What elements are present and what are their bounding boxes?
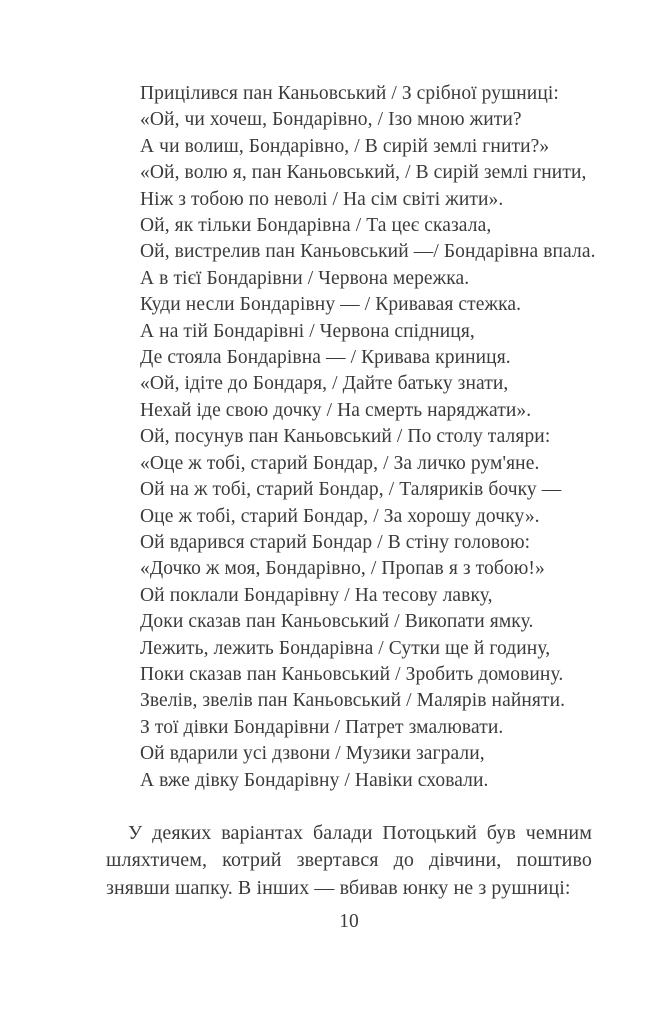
poem-line: А в тієї Бондарівни / Червона мережка. — [140, 267, 470, 289]
poem-line: Ой на ж тобі, старий Бондар, / Таляриків бочку — — [140, 479, 562, 501]
poem-line: Оце ж тобі, старий Бондар, / За хорошу дочку». — [140, 505, 540, 527]
poem-line: Ой, як тільки Бондарівна / Та цеє сказала, — [140, 215, 492, 237]
poem-line: Ой, посунув пан Каньовський / По столу таляри: — [140, 426, 551, 448]
poem-line: «Ой, волю я, пан Каньовський, / В сирій землі гнити, — [140, 162, 587, 184]
poem-line: «Ой, чи хочеш, Бондарівно, / Ізо мною жити? — [140, 109, 522, 131]
ballad-verse-block — [140, 81, 618, 794]
poem-line: Звелів, звелів пан Каньовський / Малярів найняти. — [140, 690, 566, 712]
poem-line: Нехай іде свою дочку / На смерть наряджати». — [140, 399, 532, 421]
poem-line: Прицілився пан Каньовський / З срібної рушниці: — [140, 83, 559, 104]
poem-line: «Оце ж тобі, старий Бондар, / За личко рум'яне. — [140, 452, 540, 474]
poem-line: Де стояла Бондарівна — / Кривава криниця. — [140, 347, 511, 369]
poem-line: А вже дівку Бондарівну / Навіки сховали. — [140, 769, 489, 791]
poem-line: Ой, вистрелив пан Каньовський —/ Бондарівна впала. — [140, 241, 596, 263]
page-number: 10 — [339, 911, 359, 932]
poem-line: Доки сказав пан Каньовський / Викопати ямку. — [140, 611, 534, 633]
poem-line: Ой вдарився старий Бондар / В стіну головою: — [140, 531, 531, 553]
poem-line: А чи волиш, Бондарівно, / В сирій землі гнити?» — [140, 135, 550, 157]
poem-line: Поки сказав пан Каньовський / Зробить домовину. — [140, 663, 564, 685]
commentary-paragraph: У деяких варіантах балади Потоцький був чемним шляхтичем, котрий звертався до дівчини, поштиво знявши шапку. В інших — вбивав юнку не з рушниці: — [106, 821, 592, 899]
poem-line: Лежить, лежить Бондарівна / Сутки ще й годину, — [140, 637, 551, 659]
poem-line: Куди несли Бондарівну — / Кривавая стежка. — [140, 294, 522, 316]
poem-line: З тої дівки Бондарівни / Патрет змалювати. — [140, 716, 504, 738]
poem-line: «Дочко ж моя, Бондарівно, / Пропав я з тобою!» — [140, 558, 545, 580]
poem-line: Ніж з тобою по неволі / На сім світі жити». — [140, 188, 504, 210]
poem-line: «Ой, ідіте до Бондаря, / Дайте батьку знати, — [140, 373, 509, 395]
poem-line: Ой поклали Бондарівну / На тесову лавку, — [140, 584, 493, 606]
poem-line: Ой вдарили усі дзвони / Музики заграли, — [140, 743, 485, 765]
poem-line: А на тій Бондарівні / Червона спідниця, — [140, 320, 475, 342]
